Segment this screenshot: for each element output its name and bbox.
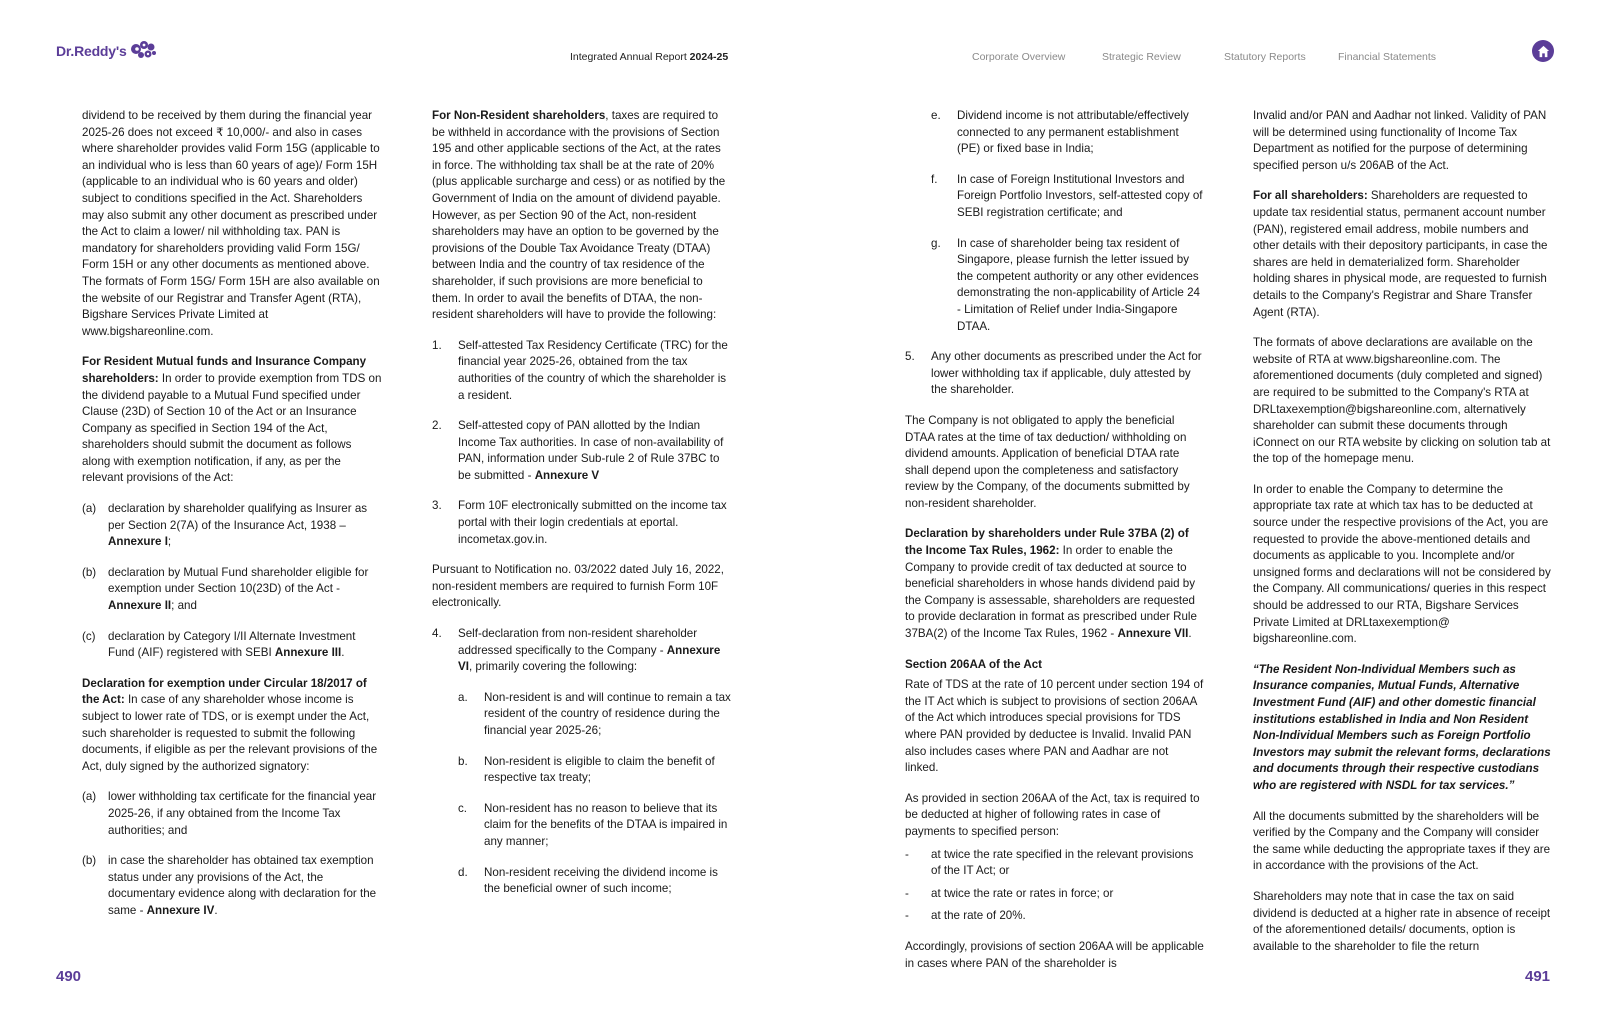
list-item: (a) declaration by shareholder qualifying as Insurer as per Section 2(7A) of the Insurance Act, 1938 – Annexure I; [82,502,368,549]
home-button[interactable] [1532,40,1554,62]
paragraph: Declaration by shareholders under Rule 37BA (2) of the Income Tax Rules, 1962: In order to enable the Company to provide credit of tax deducted at source to beneficial shareholders in whose hands dividend paid by the Company is assessable, shareholders are requested to provide declaration in format as prescribed under Rule 37BA(2) of the Income Tax Rules, 1962 - Annexure VII. [905,527,1197,641]
list-item: (a) lower withholding tax certificate for the financial year 2025-26, if any obtained from the Income Tax authorities; and [82,790,377,837]
column-1 [82,108,382,934]
page-number-right: 491 [1525,968,1551,985]
logo[interactable] [56,40,156,62]
column-4 [1253,108,1553,969]
paragraph: For Non-Resident shareholders, taxes are required to be withheld in accordance with the provisions of Section 195 and other applicable sections of the Act, at the rates in force. The withholding tax shall be at the rate of 20% (plus applicable surcharge and cess) or as notified by the Government of India on the amount of dividend payable. However, as per Section 90 of the Act, non-resident shareholders may have an option to be governed by the provisions of the Double Tax Avoidance Treaty (DTAA) between India and the country of tax residence of the shareholder, if such provisions are more beneficial to them. In order to avail the benefits of DTAA, the non-resident shareholders will have to provide the following: [432,109,726,322]
paragraph: Accordingly, provisions of section 206AA will be applicable in cases where PAN of the shareholder is [905,939,1204,970]
paragraph: Shareholders may note that in case the tax on said dividend is deducted at a higher rate in absence of receipt of the aforementioned details/ documents, option is available to the shareholder to file the return [1253,889,1551,953]
paragraph: In order to enable the Company to determine the appropriate tax rate at which tax has to be deducted at source under the respective provisions of the Act, you are requested to provide the above-mentioned details and documents as applicable to you. Incomplete and/or unsigned forms and declarations will not be considered by the Company. All communications/ queries in this respect should be addressed to our RTA, Bigshare Services Private Limited at DRLtaxexemption@ bigshareonline.com. [1253,482,1551,646]
logo-text: Dr.Reddy's [56,43,127,59]
sub-list-item: a. Non-resident is and will continue to remain a tax resident of the country of residence during the financial year 2025-26; [458,690,731,737]
dash-item: - at twice the rate specified in the relevant provisions of the IT Act; or [905,847,1194,878]
dr-reddys-logo-icon [130,40,156,62]
sub-list-item: g. In case of shareholder being tax resident of Singapore, please furnish the letter issued by the competent authority or any other evidences demonstrating the non-applicability of Article 24 - Limitation of Relief under India-Singapore DTAA. [931,236,1200,333]
nav-corporate-overview[interactable]: Corporate Overview [972,51,1066,63]
sub-list-item: c. Non-resident has no reason to believe that its claim for the benefits of the DTAA is impaired in any manner; [458,801,728,848]
nav-statutory-reports[interactable]: Statutory Reports [1224,51,1306,63]
nav-financial-statements[interactable]: Financial Statements [1338,51,1437,63]
sub-list-item: d. Non-resident receiving the dividend income is the beneficial owner of such income; [458,865,718,896]
report-title: Integrated Annual Report 2024-25 [570,51,729,63]
section-heading: Section 206AA of the Act [905,657,1043,671]
list-item: 4. Self-declaration from non-resident shareholder addressed specifically to the Company - Annexure VI, primarily covering the following: [432,627,721,674]
column-3 [905,108,1205,986]
home-icon [1537,45,1550,58]
paragraph: As provided in section 206AA of the Act, tax is required to be deducted at higher of following rates in case of payments to specified person: [905,791,1200,838]
list-item: (c) declaration by Category I/II Alternate Investment Fund (AIF) registered with SEBI Annexure III. [82,629,356,660]
quote-paragraph: “The Resident Non-Individual Members such as Insurance companies, Mutual Funds, Alternative Investment Fund (AIF) and other domestic financial institutions established in India and Non Resident Non-Individual Members such as Foreign Portfolio Investors may submit the relevant forms, declarations and documents through their respective custodians who are registered with NSDL for tax services.” [1253,662,1551,792]
sub-list-item: b. Non-resident is eligible to claim the benefit of respective tax treaty; [458,754,715,785]
paragraph: The formats of above declarations are available on the website of RTA at www.bigshareonline.com. The aforementioned documents (duly completed and signed) are required to be submitted to the Company's RTA at DRLtaxexemption@bigshareonline.com, alternatively shareholder can submit these documents through iConnect on our RTA website by clicking on solution tab at the top of the homepage menu. [1253,336,1551,466]
page-number-left: 490 [56,968,82,985]
paragraph: Declaration for exemption under Circular 18/2017 of the Act: In case of any shareholder whose income is subject to lower rate of TDS, or is exempt under the Act, such shareholder is requested to submit the following documents, if eligible as per the relevant provisions of the Act, duly signed by the authorized signatory: [82,676,378,773]
paragraph: dividend to be received by them during the financial year 2025-26 does not exceed ₹ 10,000/- and also in cases where shareholder provides valid Form 15G (applicable to an individual who is less than 60 years of age)/ Form 15H (applicable to an individual who is 60 years and older) subject to conditions specified in the Act. Shareholders may also submit any other document as prescribed under the Act to claim a lower/ nil withholding tax. PAN is mandatory for shareholders providing valid Form 15G/ Form 15H or any other documents as mentioned above. The formats of Form 15G/ Form 15H are also available on the website of our Registrar and Transfer Agent (RTA), Bigshare Services Private Limited at www.bigshareonline.com. [82,109,380,338]
dash-item: - at twice the rate or rates in force; or [905,886,1114,900]
paragraph: For all shareholders: Shareholders are requested to update tax residential status, permanent account number (PAN), registered email address, mobile numbers and other details with their depository participants, in case the shares are held in dematerialized form. Shareholder holding shares in physical mode, are requested to furnish details to the Company's Registrar and Share Transfer Agent (RTA). [1253,189,1548,319]
list-item: 2. Self-attested copy of PAN allotted by the Indian Income Tax authorities. In case of non-availability of PAN, information under Sub-rule 2 of Rule 37BC to be submitted - Annexure V [432,419,724,482]
paragraph: Pursuant to Notification no. 03/2022 dated July 16, 2022, non-resident members are required to furnish Form 10F electronically. [432,563,724,610]
paragraph: For Resident Mutual funds and Insurance Company shareholders: In order to provide exemption from TDS on the dividend payable to a Mutual Fund specified under Clause (23D) of Section 10 of the Act or an Insurance Company as specified in Section 194 of the Act, shareholders should submit the document as follows along with exemption notification, if any, as per the relevant provisions of the Act: [82,355,382,485]
list-item: 3. Form 10F electronically submitted on the income tax portal with their login credentials at eportal. incometax.gov.in. [432,499,727,546]
list-item: 5. Any other documents as prescribed under the Act for lower withholding tax if applicable, duly attested by the shareholder. [905,350,1202,397]
dash-item: - at the rate of 20%. [905,909,1026,923]
page-header [0,0,1600,90]
paragraph: All the documents submitted by the shareholders will be verified by the Company and the Company will consider the same while deducting the appropriate taxes if they are in accordance with the provisions of the Act. [1253,809,1551,873]
list-item: (b) declaration by Mutual Fund shareholder eligible for exemption under Section 10(23D) of the Act - Annexure II; and [82,565,369,613]
column-2 [432,108,732,912]
sub-list-item: e. Dividend income is not attributable/effectively connected to any permanent establishment (PE) or fixed base in India; [931,109,1189,156]
paragraph: Invalid and/or PAN and Aadhar not linked. Validity of PAN will be determined using functionality of Income Tax Department as notified for the purpose of determining specified person u/s 206AB of the Act. [1253,109,1547,172]
list-item: (b) in case the shareholder has obtained tax exemption status under any provisions of the Act, the documentary evidence along with declaration for the same - Annexure IV. [82,854,377,917]
paragraph: Rate of TDS at the rate of 10 percent under section 194 of the IT Act which is subject to provisions of section 206AA of the Act which introduces special provisions for TDS where PAN provided by deductee is Invalid. Invalid PAN also includes cases where PAN and Aadhar are not linked. [905,678,1204,775]
paragraph: The Company is not obligated to apply the beneficial DTAA rates at the time of tax deduction/ withholding on dividend amounts. Application of beneficial DTAA rate shall depend upon the completeness and satisfactory review by the Company, of the documents submitted by non-resident shareholder. [905,413,1190,510]
sub-list-item: f. In case of Foreign Institutional Investors and Foreign Portfolio Investors, self-attested copy of SEBI registration certificate; and [931,172,1203,219]
nav-strategic-review[interactable]: Strategic Review [1102,51,1181,63]
list-item: 1. Self-attested Tax Residency Certificate (TRC) for the financial year 2025-26, obtained from the tax authorities of the country of which the shareholder is a resident. [432,338,728,402]
